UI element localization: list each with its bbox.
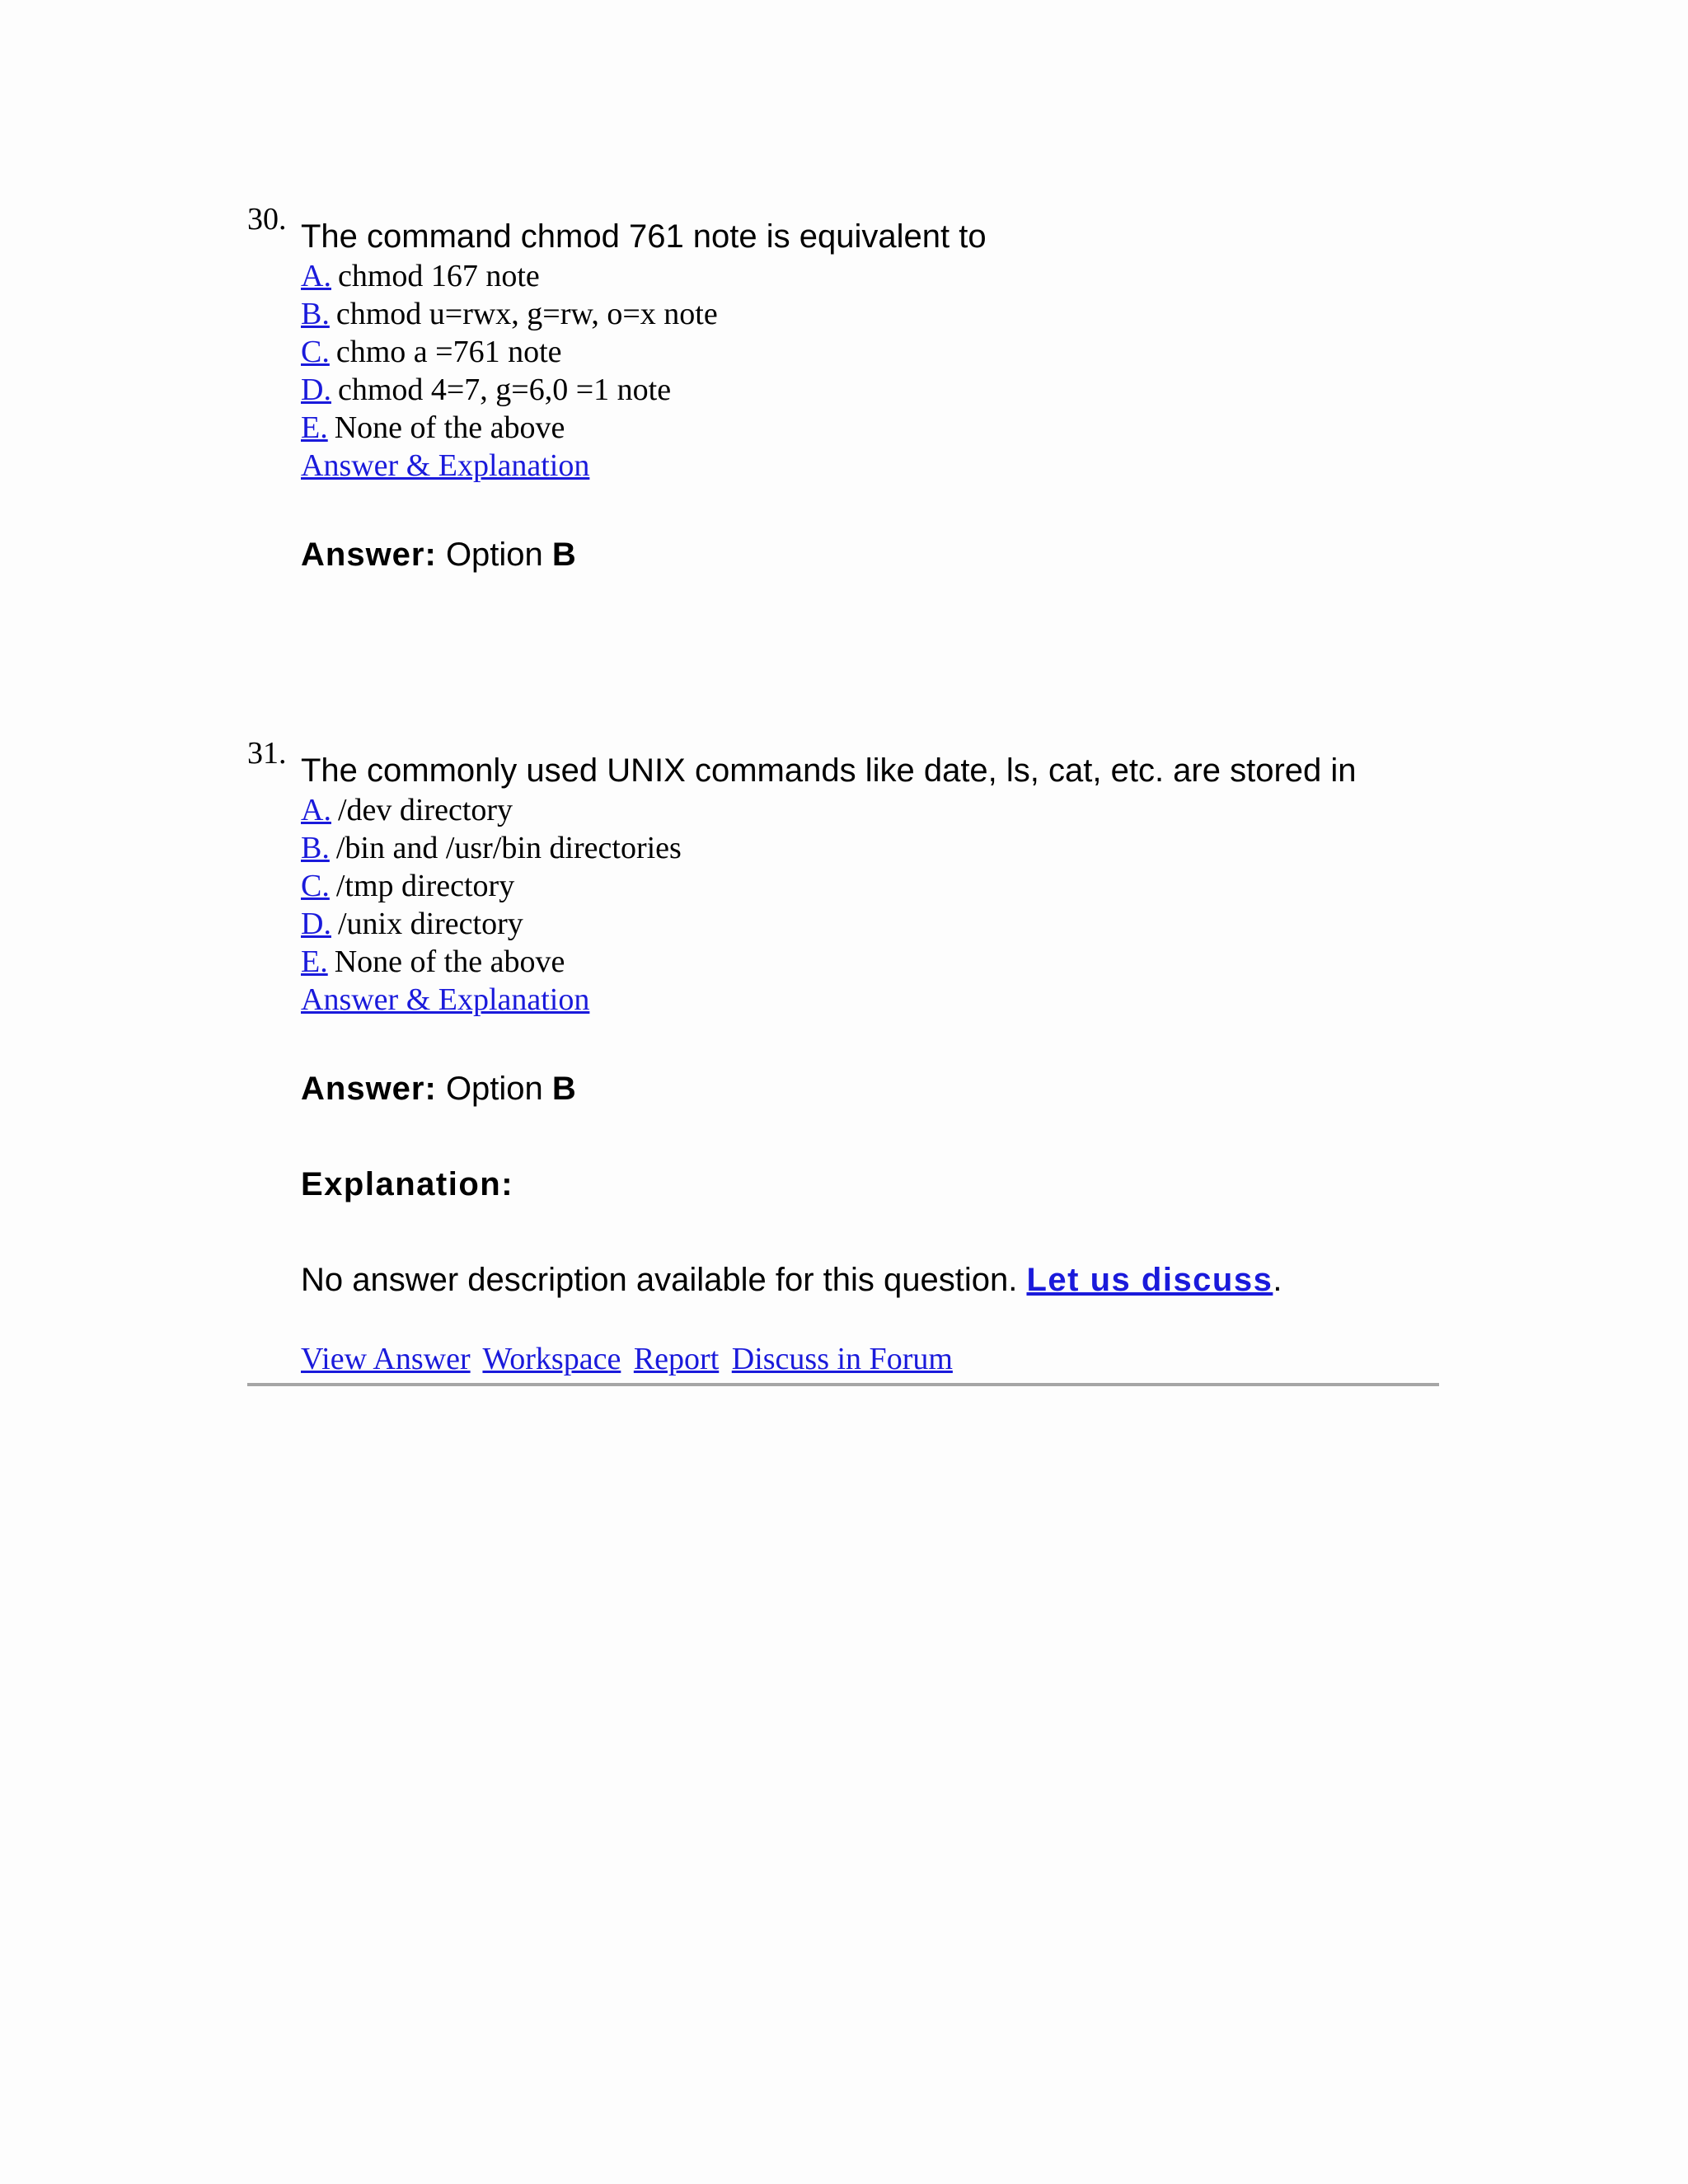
option-e-text: None of the above [334,944,565,979]
answer-explanation-link[interactable]: Answer & Explanation [301,982,590,1017]
option-d-text: /unix directory [337,907,523,941]
discuss-in-forum-link[interactable]: Discuss in Forum [731,1342,953,1376]
horizontal-divider [247,1383,1439,1386]
answer-label: Answer: [301,1071,437,1107]
question-number: 31. [247,736,287,771]
option-b [301,829,1442,867]
option-a-link[interactable]: A. [301,259,331,293]
option-d [301,371,1442,409]
answer-prefix: Option [445,1071,543,1107]
option-c [301,867,1442,905]
answer-prefix: Option [445,537,543,573]
explanation-heading: Explanation: [301,1166,514,1202]
answer-line [301,1068,1442,1109]
option-a-link[interactable]: A. [301,793,331,827]
answer-value: B [551,537,576,573]
answer-value: B [551,1071,576,1107]
option-b-text: /bin and /usr/bin directories [335,831,682,865]
view-answer-link[interactable]: View Answer [301,1342,471,1376]
option-b [301,295,1442,333]
option-c-link[interactable]: C. [301,869,330,903]
option-d-text: chmod 4=7, g=6,0 =1 note [337,373,672,407]
option-e [301,409,1442,447]
option-e [301,943,1442,981]
question-body [301,216,1442,575]
answer-line [301,534,1442,575]
answer-explanation-link[interactable]: Answer & Explanation [301,448,590,483]
option-a [301,257,1442,295]
answer-label: Answer: [301,537,437,573]
workspace-link[interactable]: Workspace [482,1342,621,1376]
question-footer-links [301,1340,1442,1378]
question-text: The commonly used UNIX commands like date, ls, cat, etc. are stored in [301,752,1357,789]
let-us-discuss-link[interactable]: Let us discuss [1026,1262,1273,1298]
option-a-text: chmod 167 note [337,259,540,293]
explanation-text: No answer description available for this question. [301,1262,1018,1298]
option-d [301,905,1442,943]
option-a [301,791,1442,829]
option-c [301,333,1442,371]
option-e-text: None of the above [334,410,565,445]
explanation-text-line [301,1259,1442,1301]
option-b-text: chmod u=rwx, g=rw, o=x note [335,297,718,331]
option-b-link[interactable]: B. [301,831,330,865]
option-e-link[interactable]: E. [301,944,328,979]
option-e-link[interactable]: E. [301,410,328,445]
option-c-link[interactable]: C. [301,335,330,369]
option-c-text: chmo a =761 note [335,335,562,369]
explanation-suffix: . [1273,1262,1282,1298]
report-link[interactable]: Report [633,1342,720,1376]
question-text: The command chmod 761 note is equivalent to [301,218,987,255]
option-b-link[interactable]: B. [301,297,330,331]
question-number: 30. [247,202,287,237]
option-c-text: /tmp directory [335,869,515,903]
option-a-text: /dev directory [337,793,513,827]
option-d-link[interactable]: D. [301,373,331,407]
option-d-link[interactable]: D. [301,907,331,941]
question-body [301,750,1442,1378]
